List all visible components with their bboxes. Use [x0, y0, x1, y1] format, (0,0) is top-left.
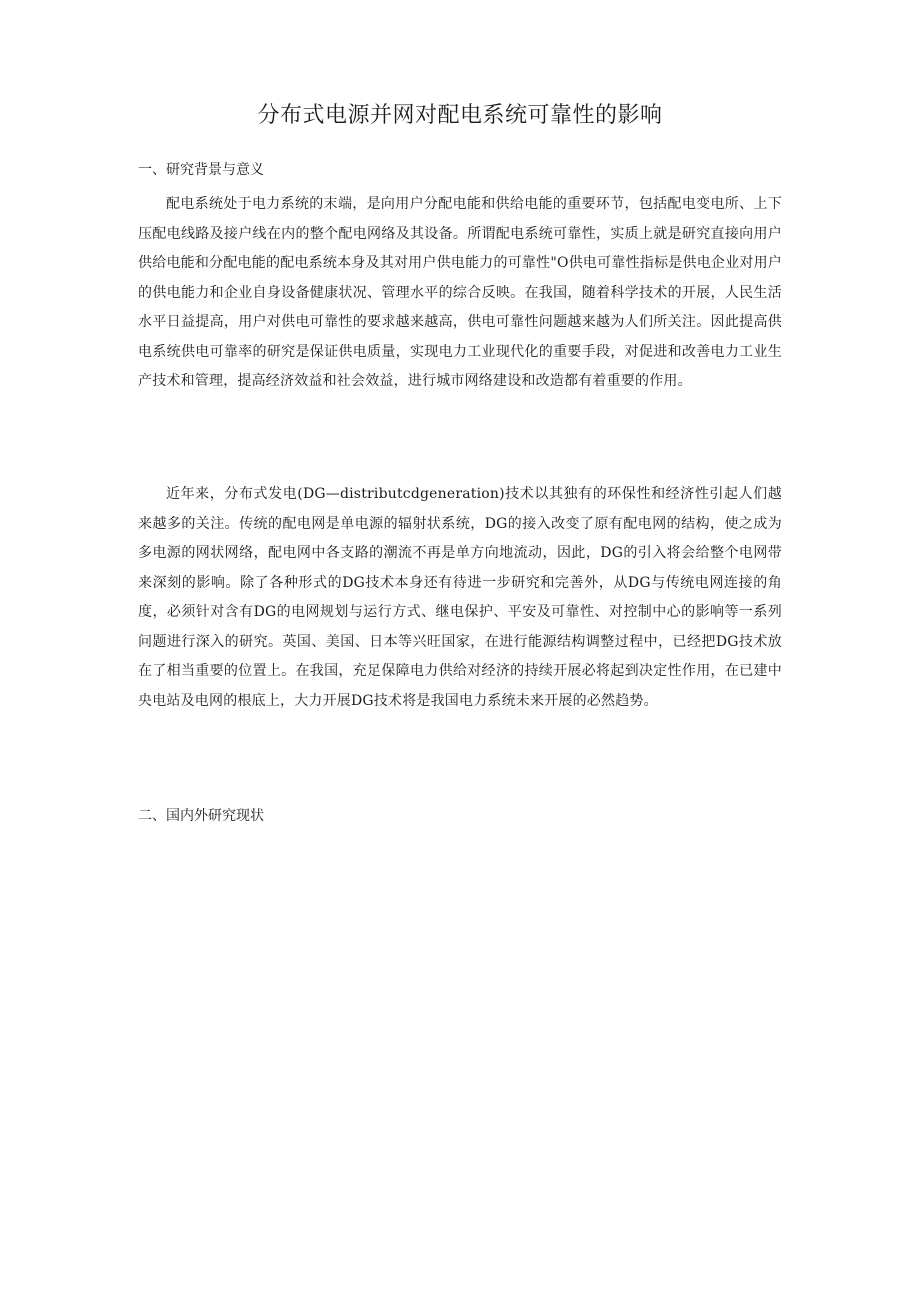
- paragraph-distribution-reliability: 配电系统处于电力系统的末端，是向用户分配电能和供给电能的重要环节，包括配电变电所、上下压配电线路及接户线在内的整个配电网络及其设备。所谓配电系统可靠性，实质上就是研究直接向用户供给电能和分配电能的配电系统本身及其对用户供电能力的可靠性"O供电可靠性指标是供电企业对用户的供电能力和企业自身设备健康状况、管理水平的综合反映。在我国，随着科学技术的开展，人民生活水平日益提高，用户对供电可靠性的要求越来越高，供电可靠性问题越来越为人们所关注。因此提高供电系统供电可靠率的研究是保证供电质量，实现电力工业现代化的重要手段，对促进和改善电力工业生产技术和管理，提高经济效益和社会效益，进行城市网络建设和改造都有着重要的作用。: [138, 196, 782, 389]
- paragraph-distributed-generation: 近年来，分布式发电(DG—distributcdgeneration)技术以其独有的环保性和经济性引起人们越来越多的关注。传统的配电网是单电源的辐射状系统，DG的接入改变了原有配电网的结构，使之成为多电源的网状网络，配电网中各支路的潮流不再是单方向地流动，因此，DG的引入将会给整个电网带来深刻的影响。除了各种形式的DG技术本身还有待进一步研究和完善外，从DG与传统电网连接的角度，必须针对含有DG的电网规划与运行方式、继电保护、平安及可靠性、对控制中心的影响等一系列问题进行深入的研究。英国、美国、日本等兴旺国家，在进行能源结构调整过程中，已经把DG技术放在了相当重要的位置上。在我国，充足保障电力供给对经济的持续开展必将起到决定性作用，在已建中央电站及电网的根底上，大力开展DG技术将是我国电力系统未来开展的必然趋势。: [138, 486, 782, 709]
- page-title: 分布式电源并网对配电系统可靠性的影响: [257, 103, 663, 128]
- section-heading-research-status: 二、国内外研究现状: [138, 808, 264, 824]
- section-heading-background: 一、研究背景与意义: [138, 162, 264, 178]
